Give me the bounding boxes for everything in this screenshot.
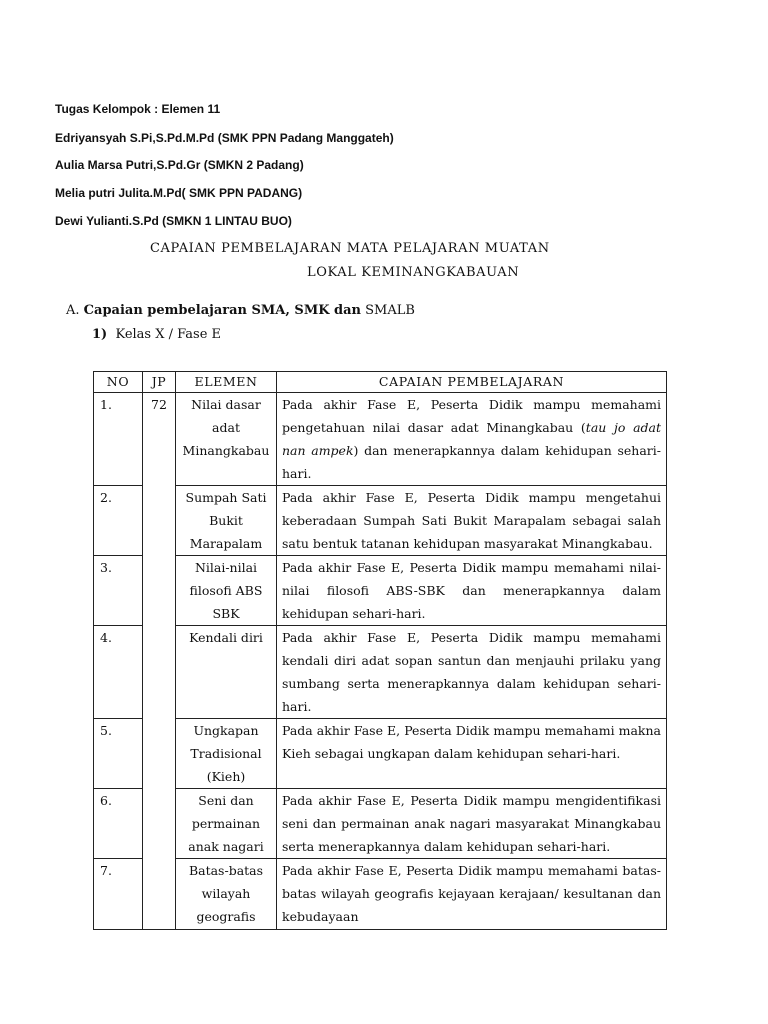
table-row	[94, 789, 667, 859]
row-number: 2.	[94, 486, 143, 556]
row-number: 5.	[94, 719, 143, 789]
document-title-line-1: CAPAIAN PEMBELAJARAN MATA PELAJARAN MUATAN	[150, 241, 550, 256]
row-capaian-pre: Pada akhir Fase E, Peserta Didik mampu memahami pengetahuan nilai dasar adat Minangkabau (	[282, 397, 661, 435]
member-1: Edriyansyah S.Pi,S.Pd.M.Pd (SMK PPN Padang Manggateh)	[55, 131, 394, 145]
header-no: NO	[94, 372, 143, 393]
row-elemen: Batas-batas wilayah geografis	[176, 859, 277, 930]
capaian-table	[93, 371, 667, 930]
table-row	[94, 859, 667, 930]
row-capaian: Pada akhir Fase E, Peserta Didik mampu mengetahui keberadaan Sumpah Sati Bukit Marapalam sebagai salah satu bentuk tatanan kehidupan masyarakat Minangkabau.	[277, 486, 667, 556]
table-row	[94, 719, 667, 789]
table-row	[94, 626, 667, 719]
document-title-line-2: LOKAL KEMINANGKABAUAN	[307, 265, 520, 280]
table-row	[94, 486, 667, 556]
row-capaian: Pada akhir Fase E, Peserta Didik mampu mengidentifikasi seni dan permainan anak nagari masyarakat Minangkabau serta menerapkannya dalam kehidupan sehari-hari.	[277, 789, 667, 859]
row-elemen: Kendali diri	[176, 626, 277, 719]
row-capaian: Pada akhir Fase E, Peserta Didik mampu memahami batas-batas wilayah geografis kejayaan kerajaan/ kesultanan dan kebudayaan	[277, 859, 667, 930]
row-elemen: Sumpah Sati Bukit Marapalam	[176, 486, 277, 556]
row-number: 1.	[94, 393, 143, 486]
table-row	[94, 393, 667, 486]
section-heading-text: Capaian pembelajaran SMA, SMK dan	[83, 303, 361, 318]
member-2: Aulia Marsa Putri,S.Pd.Gr (SMKN 2 Padang)	[55, 158, 304, 172]
header-jp: JP	[143, 372, 176, 393]
subsection-heading	[92, 327, 221, 342]
row-capaian	[277, 393, 667, 486]
member-4: Dewi Yulianti.S.Pd (SMKN 1 LINTAU BUO)	[55, 214, 292, 228]
row-number: 7.	[94, 859, 143, 930]
row-number: 6.	[94, 789, 143, 859]
section-letter: A.	[66, 303, 80, 318]
row-elemen: Nilai dasar adat Minangkabau	[176, 393, 277, 486]
subsection-label: Kelas X / Fase E	[115, 327, 222, 342]
row-elemen: Nilai-nilai filosofi ABS SBK	[176, 556, 277, 626]
section-heading-tail: SMALB	[365, 303, 415, 318]
header-elemen: ELEMEN	[176, 372, 277, 393]
row-number: 3.	[94, 556, 143, 626]
row-elemen: Ungkapan Tradisional (Kieh)	[176, 719, 277, 789]
row-number: 4.	[94, 626, 143, 719]
jp-value: 72	[143, 393, 176, 930]
row-capaian-italic: tau jo adat nan ampek	[282, 420, 662, 458]
row-elemen: Seni dan permainan anak nagari	[176, 789, 277, 859]
subsection-number: 1)	[92, 327, 108, 342]
row-capaian: Pada akhir Fase E, Peserta Didik mampu memahami kendali diri adat sopan santun dan menjauhi prilaku yang sumbang serta menerapkannya dalam kehidupan sehari-hari.	[277, 626, 667, 719]
group-title: Tugas Kelompok : Elemen 11	[55, 102, 221, 116]
row-capaian-post: ) dan menerapkannya dalam kehidupan sehari-hari.	[282, 443, 661, 481]
row-capaian: Pada akhir Fase E, Peserta Didik mampu memahami nilai-nilai filosofi ABS-SBK dan menerapkannya dalam kehidupan sehari-hari.	[277, 556, 667, 626]
section-heading	[66, 303, 415, 318]
table-row	[94, 556, 667, 626]
row-capaian: Pada akhir Fase E, Peserta Didik mampu memahami makna Kieh sebagai ungkapan dalam kehidupan sehari-hari.	[277, 719, 667, 789]
table-header-row	[94, 372, 667, 393]
header-capaian: CAPAIAN PEMBELAJARAN	[277, 372, 667, 393]
member-3: Melia putri Julita.M.Pd( SMK PPN PADANG)	[55, 186, 303, 200]
